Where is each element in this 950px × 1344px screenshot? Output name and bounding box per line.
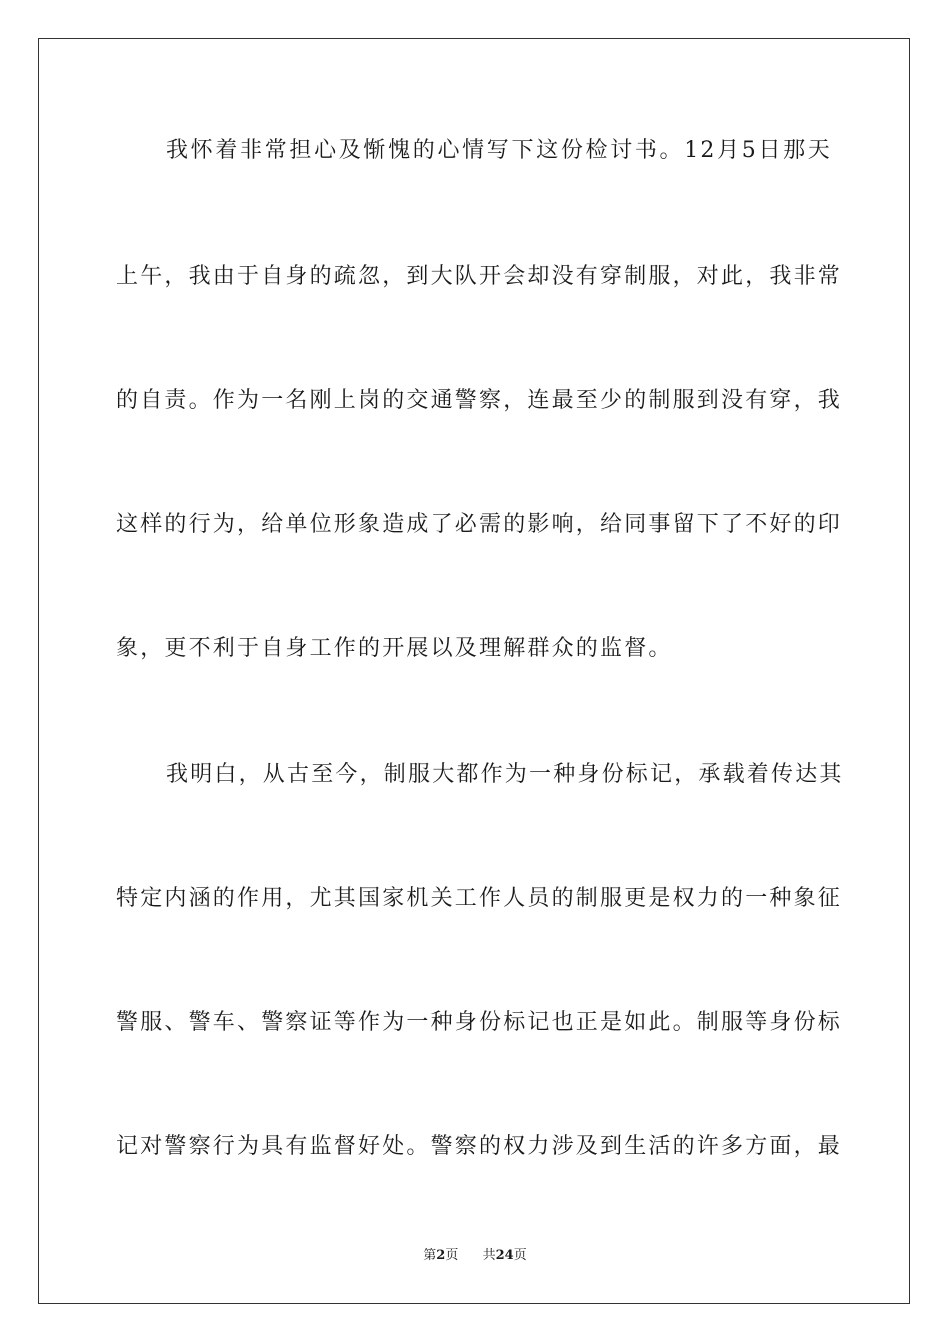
total-pages: 24 [495, 1248, 514, 1263]
paragraph-1-line-2: 上午，我由于自身的疏忽，到大队开会却没有穿制服，对此，我非常 [116, 264, 843, 289]
total-pages-label [483, 1248, 527, 1263]
page-number: 2 [436, 1248, 446, 1263]
total-prefix: 共 [482, 1248, 496, 1263]
total-suffix: 页 [513, 1248, 527, 1263]
page-border [38, 38, 910, 1304]
paragraph-1-line-5: 象，更不利于自身工作的开展以及理解群众的监督。 [116, 636, 673, 661]
paragraph-1-line-1: 我怀着非常担心及惭愧的心情写下这份检讨书。12月5日那天 [166, 138, 832, 163]
page-footer [0, 1246, 950, 1266]
paragraph-1-line-3: 的自责。作为一名刚上岗的交通警察，连最至少的制服到没有穿，我 [116, 388, 843, 413]
page-prefix: 第 [423, 1248, 437, 1263]
paragraph-2-line-2: 特定内涵的作用，尤其国家机关工作人员的制服更是权力的一种象征 [116, 886, 843, 911]
page-suffix: 页 [445, 1248, 459, 1263]
paragraph-2-line-1: 我明白，从古至今，制服大都作为一种身份标记，承载着传达其 [166, 762, 844, 787]
paragraph-1-line-4: 这样的行为，给单位形象造成了必需的影响，给同事留下了不好的印 [116, 512, 843, 537]
page-number-label [423, 1248, 462, 1263]
paragraph-2-line-3: 警服、警车、警察证等作为一种身份标记也正是如此。制服等身份标 [116, 1010, 843, 1035]
paragraph-2-line-4: 记对警察行为具有监督好处。警察的权力涉及到生活的许多方面，最 [116, 1134, 843, 1159]
